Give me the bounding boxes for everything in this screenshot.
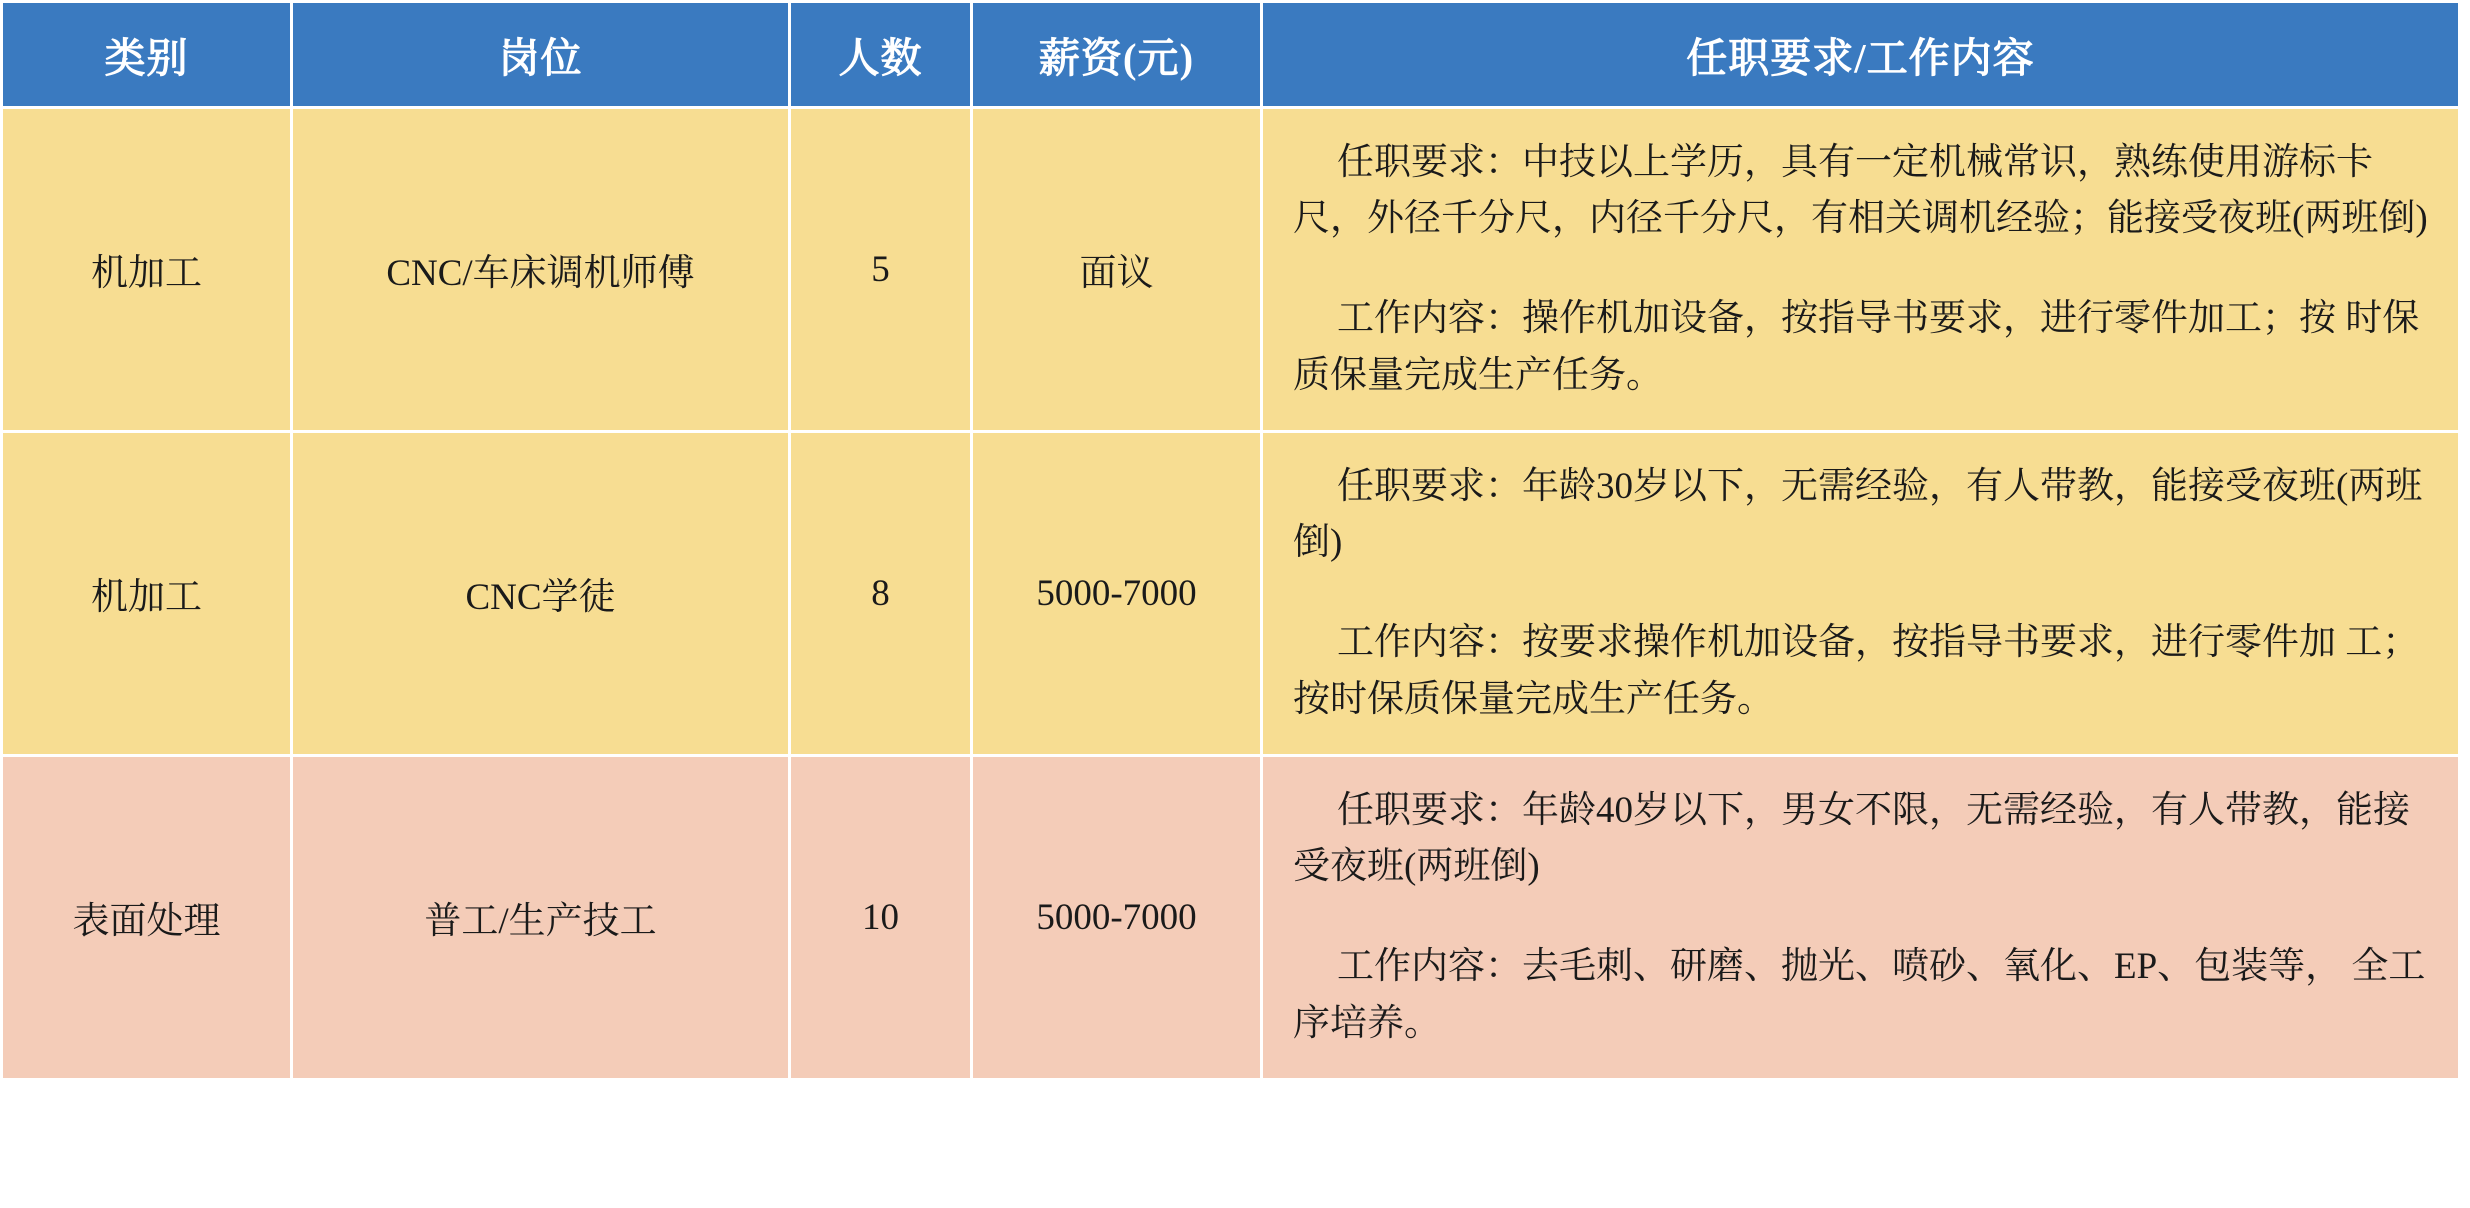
cell-category: 机加工 <box>2 108 292 432</box>
cell-description <box>1262 108 2460 432</box>
table-header-row <box>2 2 2460 108</box>
table-row <box>2 108 2460 432</box>
cell-salary: 面议 <box>972 108 1262 432</box>
duty-text: 工作内容：操作机加设备，按指导书要求，进行零件加工；按 时保质保量完成生产任务。 <box>1293 298 2420 396</box>
cell-position: CNC学徒 <box>292 431 790 755</box>
cell-category: 机加工 <box>2 431 292 755</box>
cell-count: 10 <box>790 755 972 1079</box>
column-header-count: 人数 <box>790 2 972 108</box>
table-body <box>2 108 2460 1080</box>
cell-salary: 5000-7000 <box>972 431 1262 755</box>
cell-count: 8 <box>790 431 972 755</box>
requirement-text: 任职要求：年龄40岁以下，男女不限，无需经验，有人带教，能接受夜班(两班倒) <box>1293 789 2410 888</box>
cell-position: 普工/生产技工 <box>292 755 790 1079</box>
column-header-requirements: 任职要求/工作内容 <box>1262 2 2460 108</box>
duty-text: 工作内容：按要求操作机加设备，按指导书要求，进行零件加 工；按时保质保量完成生产任务。 <box>1293 622 2420 720</box>
cell-description <box>1262 755 2460 1079</box>
table-row <box>2 431 2460 755</box>
cell-count: 5 <box>790 108 972 432</box>
cell-description <box>1262 431 2460 755</box>
requirement-text: 任职要求：年龄30岁以下，无需经验，有人带教，能接受夜班(两班倒) <box>1293 465 2423 564</box>
column-header-category: 类别 <box>2 2 292 108</box>
table-row <box>2 755 2460 1079</box>
cell-salary: 5000-7000 <box>972 755 1262 1079</box>
duty-text: 工作内容：去毛刺、研磨、抛光、喷砂、氧化、EP、包装等， 全工序培养。 <box>1293 946 2426 1044</box>
cell-position: CNC/车床调机师傅 <box>292 108 790 432</box>
requirement-text: 任职要求：中技以上学历，具有一定机械常识，熟练使用游标卡尺，外径千分尺，内径千分尺，有相关调机经验；能接受夜班(两班倒) <box>1293 142 2428 240</box>
column-header-salary: 薪资(元) <box>972 2 1262 108</box>
table-header <box>2 2 2460 108</box>
column-header-position: 岗位 <box>292 2 790 108</box>
cell-category: 表面处理 <box>2 755 292 1079</box>
